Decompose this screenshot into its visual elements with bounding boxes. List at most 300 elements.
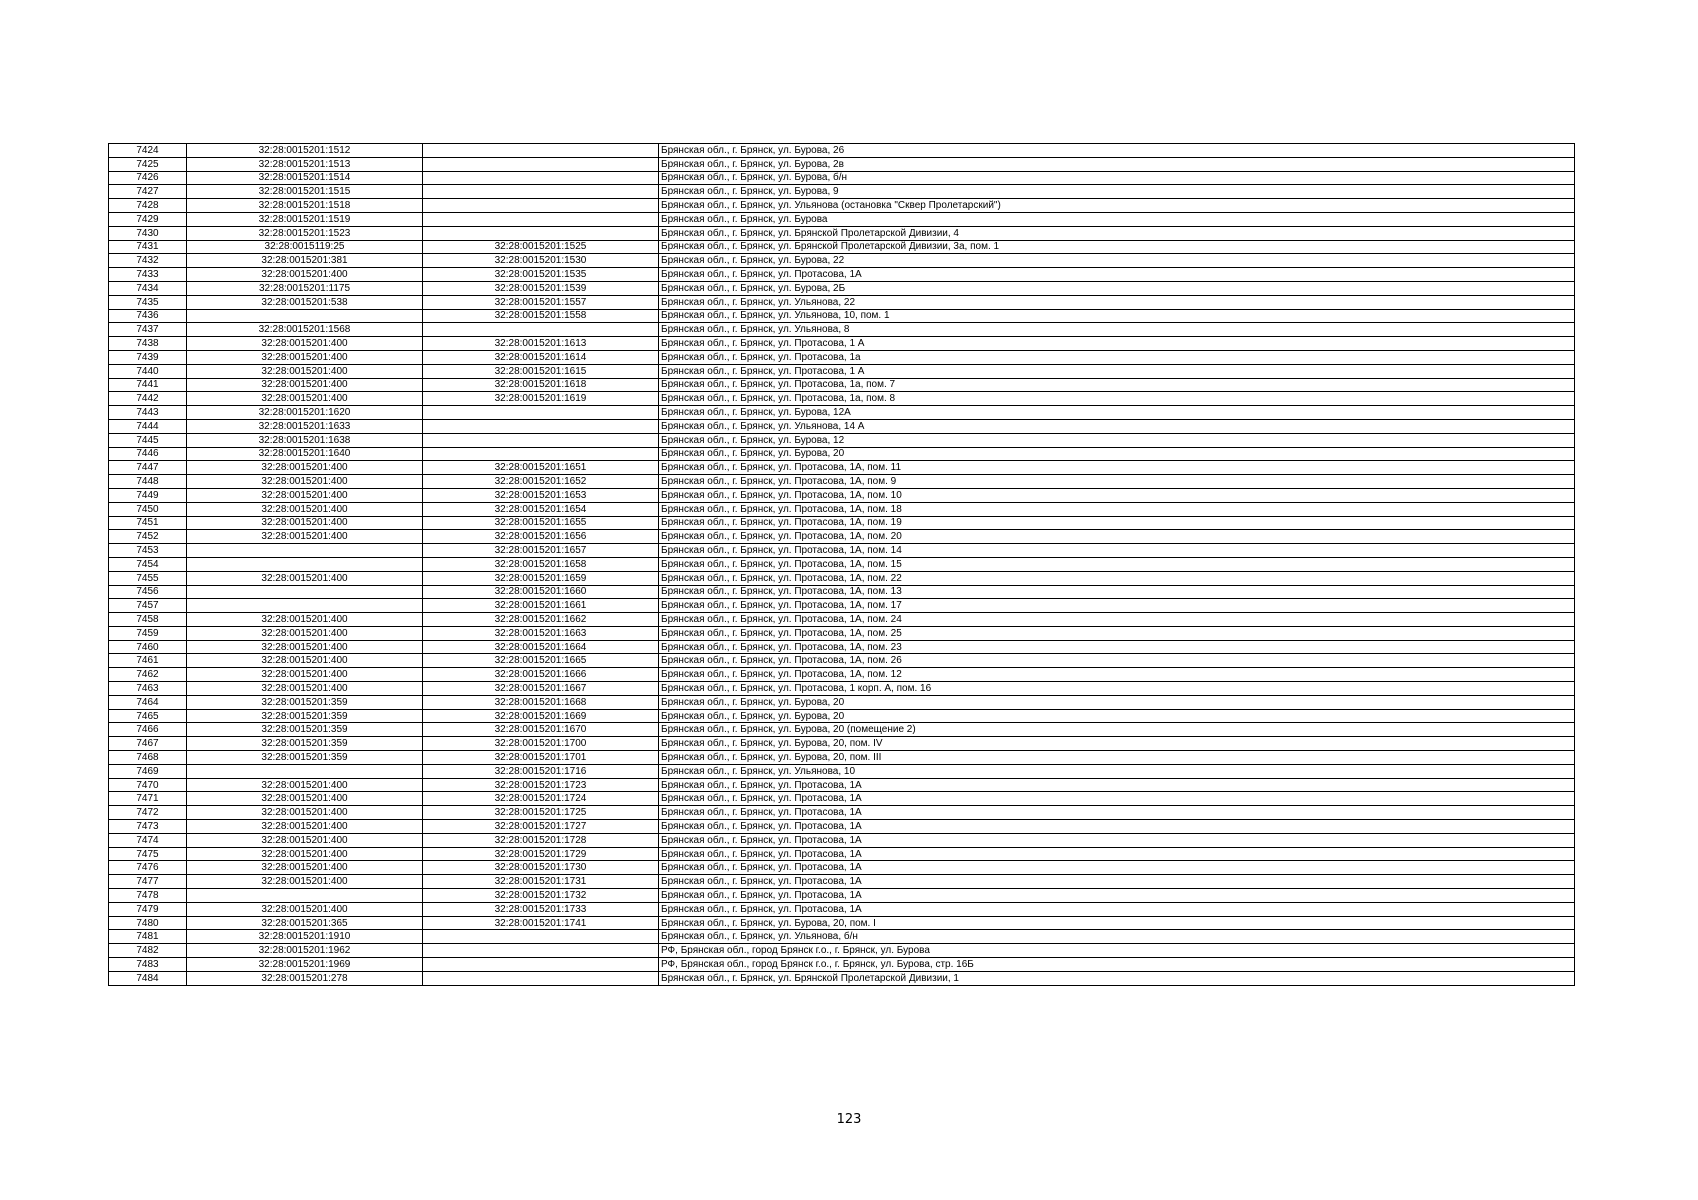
table-row xyxy=(109,889,1575,903)
row-number-cell: 7440 xyxy=(109,364,187,378)
object-cadastral-number-cell: 32:28:0015201:1728 xyxy=(423,833,659,847)
address-cell: Брянская обл., г. Брянск, ул. Протасова, 1А, пом. 12 xyxy=(659,668,1575,682)
land-cadastral-number-cell: 32:28:0015119:25 xyxy=(187,240,423,254)
address-cell: Брянская обл., г. Брянск, ул. Бурова, б/н xyxy=(659,171,1575,185)
land-cadastral-number-cell xyxy=(187,764,423,778)
land-cadastral-number-cell: 32:28:0015201:400 xyxy=(187,640,423,654)
address-cell: Брянская обл., г. Брянск, ул. Брянской Пролетарской Дивизии, 4 xyxy=(659,226,1575,240)
table-row xyxy=(109,971,1575,985)
land-cadastral-number-cell xyxy=(187,599,423,613)
table-row xyxy=(109,778,1575,792)
address-cell: Брянская обл., г. Брянск, ул. Протасова, 1А xyxy=(659,889,1575,903)
table-row xyxy=(109,240,1575,254)
address-cell: Брянская обл., г. Брянск, ул. Протасова, 1А, пом. 22 xyxy=(659,571,1575,585)
land-cadastral-number-cell: 32:28:0015201:1513 xyxy=(187,157,423,171)
object-cadastral-number-cell: 32:28:0015201:1716 xyxy=(423,764,659,778)
address-cell: Брянская обл., г. Брянск, ул. Протасова, 1А, пом. 18 xyxy=(659,502,1575,516)
table-row xyxy=(109,861,1575,875)
object-cadastral-number-cell xyxy=(423,185,659,199)
land-cadastral-number-cell: 32:28:0015201:278 xyxy=(187,971,423,985)
object-cadastral-number-cell xyxy=(423,406,659,420)
land-cadastral-number-cell: 32:28:0015201:1620 xyxy=(187,406,423,420)
row-number-cell: 7435 xyxy=(109,295,187,309)
row-number-cell: 7442 xyxy=(109,392,187,406)
table-row xyxy=(109,544,1575,558)
land-cadastral-number-cell: 32:28:0015201:400 xyxy=(187,461,423,475)
land-cadastral-number-cell: 32:28:0015201:400 xyxy=(187,682,423,696)
address-cell: Брянская обл., г. Брянск, ул. Протасова, 1А, пом. 24 xyxy=(659,613,1575,627)
land-cadastral-number-cell: 32:28:0015201:1519 xyxy=(187,212,423,226)
table-row xyxy=(109,847,1575,861)
object-cadastral-number-cell: 32:28:0015201:1530 xyxy=(423,254,659,268)
address-cell: Брянская обл., г. Брянск, ул. Бурова, 22 xyxy=(659,254,1575,268)
object-cadastral-number-cell: 32:28:0015201:1652 xyxy=(423,475,659,489)
object-cadastral-number-cell: 32:28:0015201:1619 xyxy=(423,392,659,406)
table-row xyxy=(109,833,1575,847)
address-cell: Брянская обл., г. Брянск, ул. Протасова, 1 корп. А, пом. 16 xyxy=(659,682,1575,696)
row-number-cell: 7424 xyxy=(109,144,187,158)
land-cadastral-number-cell: 32:28:0015201:1969 xyxy=(187,958,423,972)
object-cadastral-number-cell: 32:28:0015201:1666 xyxy=(423,668,659,682)
object-cadastral-number-cell: 32:28:0015201:1654 xyxy=(423,502,659,516)
address-cell: Брянская обл., г. Брянск, ул. Бурова, 20 xyxy=(659,709,1575,723)
table-row xyxy=(109,709,1575,723)
address-cell: Брянская обл., г. Брянск, ул. Бурова, 20 (помещение 2) xyxy=(659,723,1575,737)
address-cell: РФ, Брянская обл., город Брянск г.о., г. Брянск, ул. Бурова, стр. 16Б xyxy=(659,958,1575,972)
object-cadastral-number-cell: 32:28:0015201:1667 xyxy=(423,682,659,696)
table-row xyxy=(109,875,1575,889)
object-cadastral-number-cell: 32:28:0015201:1653 xyxy=(423,488,659,502)
object-cadastral-number-cell: 32:28:0015201:1535 xyxy=(423,268,659,282)
address-cell: Брянская обл., г. Брянск, ул. Протасова, 1А, пом. 17 xyxy=(659,599,1575,613)
land-cadastral-number-cell: 32:28:0015201:400 xyxy=(187,516,423,530)
address-cell: Брянская обл., г. Брянск, ул. Бурова, 20, пом. I xyxy=(659,916,1575,930)
row-number-cell: 7469 xyxy=(109,764,187,778)
address-cell: Брянская обл., г. Брянск, ул. Протасова, 1А, пом. 14 xyxy=(659,544,1575,558)
object-cadastral-number-cell: 32:28:0015201:1614 xyxy=(423,350,659,364)
row-number-cell: 7470 xyxy=(109,778,187,792)
object-cadastral-number-cell: 32:28:0015201:1733 xyxy=(423,902,659,916)
table-row xyxy=(109,944,1575,958)
land-cadastral-number-cell: 32:28:0015201:1514 xyxy=(187,171,423,185)
table-row xyxy=(109,751,1575,765)
row-number-cell: 7446 xyxy=(109,447,187,461)
object-cadastral-number-cell: 32:28:0015201:1658 xyxy=(423,557,659,571)
page-number: 123 xyxy=(836,1112,862,1127)
land-cadastral-number-cell: 32:28:0015201:400 xyxy=(187,488,423,502)
registry-table-body xyxy=(109,144,1575,986)
land-cadastral-number-cell: 32:28:0015201:1512 xyxy=(187,144,423,158)
object-cadastral-number-cell: 32:28:0015201:1558 xyxy=(423,309,659,323)
land-cadastral-number-cell: 32:28:0015201:400 xyxy=(187,475,423,489)
address-cell: Брянская обл., г. Брянск, ул. Брянской Пролетарской Дивизии, 1 xyxy=(659,971,1575,985)
address-cell: Брянская обл., г. Брянск, ул. Протасова, 1А, пом. 10 xyxy=(659,488,1575,502)
land-cadastral-number-cell: 32:28:0015201:400 xyxy=(187,350,423,364)
land-cadastral-number-cell: 32:28:0015201:400 xyxy=(187,792,423,806)
address-cell: Брянская обл., г. Брянск, ул. Бурова, 12А xyxy=(659,406,1575,420)
row-number-cell: 7441 xyxy=(109,378,187,392)
land-cadastral-number-cell: 32:28:0015201:400 xyxy=(187,875,423,889)
table-row xyxy=(109,806,1575,820)
row-number-cell: 7471 xyxy=(109,792,187,806)
table-row xyxy=(109,488,1575,502)
table-row xyxy=(109,226,1575,240)
table-row xyxy=(109,475,1575,489)
object-cadastral-number-cell: 32:28:0015201:1731 xyxy=(423,875,659,889)
table-row xyxy=(109,295,1575,309)
object-cadastral-number-cell: 32:28:0015201:1618 xyxy=(423,378,659,392)
row-number-cell: 7460 xyxy=(109,640,187,654)
address-cell: Брянская обл., г. Брянск, ул. Бурова, 20, пом. IV xyxy=(659,737,1575,751)
object-cadastral-number-cell: 32:28:0015201:1724 xyxy=(423,792,659,806)
row-number-cell: 7458 xyxy=(109,613,187,627)
table-row xyxy=(109,392,1575,406)
row-number-cell: 7480 xyxy=(109,916,187,930)
table-row xyxy=(109,212,1575,226)
object-cadastral-number-cell: 32:28:0015201:1664 xyxy=(423,640,659,654)
land-cadastral-number-cell: 32:28:0015201:400 xyxy=(187,530,423,544)
land-cadastral-number-cell: 32:28:0015201:400 xyxy=(187,571,423,585)
object-cadastral-number-cell: 32:28:0015201:1670 xyxy=(423,723,659,737)
land-cadastral-number-cell: 32:28:0015201:400 xyxy=(187,337,423,351)
object-cadastral-number-cell xyxy=(423,323,659,337)
row-number-cell: 7433 xyxy=(109,268,187,282)
row-number-cell: 7431 xyxy=(109,240,187,254)
object-cadastral-number-cell: 32:28:0015201:1732 xyxy=(423,889,659,903)
object-cadastral-number-cell: 32:28:0015201:1655 xyxy=(423,516,659,530)
land-cadastral-number-cell: 32:28:0015201:400 xyxy=(187,613,423,627)
row-number-cell: 7430 xyxy=(109,226,187,240)
object-cadastral-number-cell: 32:28:0015201:1661 xyxy=(423,599,659,613)
table-row xyxy=(109,350,1575,364)
row-number-cell: 7444 xyxy=(109,419,187,433)
table-row xyxy=(109,599,1575,613)
table-row xyxy=(109,406,1575,420)
row-number-cell: 7436 xyxy=(109,309,187,323)
land-cadastral-number-cell: 32:28:0015201:359 xyxy=(187,709,423,723)
object-cadastral-number-cell xyxy=(423,930,659,944)
address-cell: Брянская обл., г. Брянск, ул. Протасова, 1А xyxy=(659,820,1575,834)
address-cell: Брянская обл., г. Брянск, ул. Протасова, 1 А xyxy=(659,337,1575,351)
address-cell: Брянская обл., г. Брянск, ул. Протасова, 1А, пом. 19 xyxy=(659,516,1575,530)
land-cadastral-number-cell: 32:28:0015201:400 xyxy=(187,654,423,668)
row-number-cell: 7476 xyxy=(109,861,187,875)
address-cell: Брянская обл., г. Брянск, ул. Протасова, 1а xyxy=(659,350,1575,364)
table-row xyxy=(109,626,1575,640)
address-cell: Брянская обл., г. Брянск, ул. Протасова, 1а, пом. 7 xyxy=(659,378,1575,392)
address-cell: Брянская обл., г. Брянск, ул. Ульянова, 14 А xyxy=(659,419,1575,433)
table-row xyxy=(109,144,1575,158)
land-cadastral-number-cell: 32:28:0015201:1640 xyxy=(187,447,423,461)
table-row xyxy=(109,157,1575,171)
land-cadastral-number-cell: 32:28:0015201:400 xyxy=(187,364,423,378)
land-cadastral-number-cell: 32:28:0015201:400 xyxy=(187,820,423,834)
table-row xyxy=(109,171,1575,185)
land-cadastral-number-cell: 32:28:0015201:400 xyxy=(187,668,423,682)
table-row xyxy=(109,682,1575,696)
address-cell: Брянская обл., г. Брянск, ул. Протасова, 1А xyxy=(659,833,1575,847)
object-cadastral-number-cell xyxy=(423,433,659,447)
table-row xyxy=(109,640,1575,654)
table-row xyxy=(109,916,1575,930)
row-number-cell: 7483 xyxy=(109,958,187,972)
land-cadastral-number-cell: 32:28:0015201:1633 xyxy=(187,419,423,433)
object-cadastral-number-cell: 32:28:0015201:1525 xyxy=(423,240,659,254)
address-cell: Брянская обл., г. Брянск, ул. Протасова, 1А xyxy=(659,861,1575,875)
land-cadastral-number-cell: 32:28:0015201:400 xyxy=(187,268,423,282)
row-number-cell: 7479 xyxy=(109,902,187,916)
table-row xyxy=(109,364,1575,378)
object-cadastral-number-cell: 32:28:0015201:1665 xyxy=(423,654,659,668)
table-row xyxy=(109,309,1575,323)
address-cell: Брянская обл., г. Брянск, ул. Бурова, 2в xyxy=(659,157,1575,171)
object-cadastral-number-cell xyxy=(423,157,659,171)
row-number-cell: 7464 xyxy=(109,695,187,709)
address-cell: Брянская обл., г. Брянск, ул. Ульянова, 8 xyxy=(659,323,1575,337)
table-row xyxy=(109,323,1575,337)
table-row xyxy=(109,433,1575,447)
object-cadastral-number-cell xyxy=(423,971,659,985)
row-number-cell: 7461 xyxy=(109,654,187,668)
row-number-cell: 7457 xyxy=(109,599,187,613)
address-cell: Брянская обл., г. Брянск, ул. Протасова, 1А, пом. 9 xyxy=(659,475,1575,489)
table-row xyxy=(109,530,1575,544)
land-cadastral-number-cell xyxy=(187,544,423,558)
row-number-cell: 7462 xyxy=(109,668,187,682)
row-number-cell: 7465 xyxy=(109,709,187,723)
table-row xyxy=(109,820,1575,834)
row-number-cell: 7474 xyxy=(109,833,187,847)
table-row xyxy=(109,695,1575,709)
table-row xyxy=(109,902,1575,916)
address-cell: Брянская обл., г. Брянск, ул. Протасова, 1А, пом. 25 xyxy=(659,626,1575,640)
land-cadastral-number-cell: 32:28:0015201:1518 xyxy=(187,199,423,213)
object-cadastral-number-cell xyxy=(423,199,659,213)
land-cadastral-number-cell: 32:28:0015201:359 xyxy=(187,751,423,765)
land-cadastral-number-cell xyxy=(187,309,423,323)
address-cell: Брянская обл., г. Брянск, ул. Протасова, 1А xyxy=(659,268,1575,282)
address-cell: Брянская обл., г. Брянск, ул. Бурова, 20 xyxy=(659,695,1575,709)
land-cadastral-number-cell: 32:28:0015201:1568 xyxy=(187,323,423,337)
table-row xyxy=(109,378,1575,392)
registry-table xyxy=(108,143,1575,986)
land-cadastral-number-cell: 32:28:0015201:400 xyxy=(187,847,423,861)
object-cadastral-number-cell xyxy=(423,944,659,958)
table-row xyxy=(109,281,1575,295)
object-cadastral-number-cell: 32:28:0015201:1651 xyxy=(423,461,659,475)
land-cadastral-number-cell: 32:28:0015201:400 xyxy=(187,902,423,916)
object-cadastral-number-cell: 32:28:0015201:1727 xyxy=(423,820,659,834)
row-number-cell: 7481 xyxy=(109,930,187,944)
object-cadastral-number-cell: 32:28:0015201:1657 xyxy=(423,544,659,558)
table-row xyxy=(109,447,1575,461)
table-row xyxy=(109,571,1575,585)
row-number-cell: 7463 xyxy=(109,682,187,696)
address-cell: Брянская обл., г. Брянск, ул. Протасова, 1А xyxy=(659,875,1575,889)
land-cadastral-number-cell: 32:28:0015201:400 xyxy=(187,378,423,392)
object-cadastral-number-cell: 32:28:0015201:1700 xyxy=(423,737,659,751)
table-row xyxy=(109,557,1575,571)
row-number-cell: 7453 xyxy=(109,544,187,558)
land-cadastral-number-cell: 32:28:0015201:1523 xyxy=(187,226,423,240)
object-cadastral-number-cell xyxy=(423,144,659,158)
object-cadastral-number-cell: 32:28:0015201:1668 xyxy=(423,695,659,709)
address-cell: Брянская обл., г. Брянск, ул. Протасова, 1А xyxy=(659,792,1575,806)
row-number-cell: 7466 xyxy=(109,723,187,737)
address-cell: РФ, Брянская обл., город Брянск г.о., г. Брянск, ул. Бурова xyxy=(659,944,1575,958)
object-cadastral-number-cell: 32:28:0015201:1729 xyxy=(423,847,659,861)
land-cadastral-number-cell: 32:28:0015201:359 xyxy=(187,737,423,751)
row-number-cell: 7448 xyxy=(109,475,187,489)
address-cell: Брянская обл., г. Брянск, ул. Брянской Пролетарской Дивизии, 3а, пом. 1 xyxy=(659,240,1575,254)
row-number-cell: 7439 xyxy=(109,350,187,364)
address-cell: Брянская обл., г. Брянск, ул. Ульянова, 10 xyxy=(659,764,1575,778)
address-cell: Брянская обл., г. Брянск, ул. Протасова, 1 А xyxy=(659,364,1575,378)
table-row xyxy=(109,502,1575,516)
land-cadastral-number-cell: 32:28:0015201:400 xyxy=(187,861,423,875)
address-cell: Брянская обл., г. Брянск, ул. Протасова, 1А, пом. 20 xyxy=(659,530,1575,544)
table-row xyxy=(109,516,1575,530)
table-row xyxy=(109,268,1575,282)
table-row xyxy=(109,254,1575,268)
object-cadastral-number-cell: 32:28:0015201:1663 xyxy=(423,626,659,640)
address-cell: Брянская обл., г. Брянск, ул. Ульянова (остановка "Сквер Пролетарский") xyxy=(659,199,1575,213)
address-cell: Брянская обл., г. Брянск, ул. Протасова, 1А, пом. 11 xyxy=(659,461,1575,475)
row-number-cell: 7427 xyxy=(109,185,187,199)
address-cell: Брянская обл., г. Брянск, ул. Протасова, 1А xyxy=(659,806,1575,820)
address-cell: Брянская обл., г. Брянск, ул. Протасова, 1А xyxy=(659,902,1575,916)
land-cadastral-number-cell xyxy=(187,585,423,599)
address-cell: Брянская обл., г. Брянск, ул. Ульянова, 10, пом. 1 xyxy=(659,309,1575,323)
land-cadastral-number-cell: 32:28:0015201:1910 xyxy=(187,930,423,944)
table-row xyxy=(109,613,1575,627)
land-cadastral-number-cell: 32:28:0015201:1962 xyxy=(187,944,423,958)
address-cell: Брянская обл., г. Брянск, ул. Бурова, 20 xyxy=(659,447,1575,461)
land-cadastral-number-cell: 32:28:0015201:400 xyxy=(187,778,423,792)
table-row xyxy=(109,737,1575,751)
table-row xyxy=(109,585,1575,599)
row-number-cell: 7432 xyxy=(109,254,187,268)
object-cadastral-number-cell: 32:28:0015201:1701 xyxy=(423,751,659,765)
table-row xyxy=(109,419,1575,433)
row-number-cell: 7428 xyxy=(109,199,187,213)
table-row xyxy=(109,668,1575,682)
row-number-cell: 7482 xyxy=(109,944,187,958)
object-cadastral-number-cell xyxy=(423,171,659,185)
object-cadastral-number-cell: 32:28:0015201:1662 xyxy=(423,613,659,627)
address-cell: Брянская обл., г. Брянск, ул. Бурова, 20, пом. III xyxy=(659,751,1575,765)
table-row xyxy=(109,337,1575,351)
row-number-cell: 7459 xyxy=(109,626,187,640)
row-number-cell: 7437 xyxy=(109,323,187,337)
row-number-cell: 7434 xyxy=(109,281,187,295)
row-number-cell: 7450 xyxy=(109,502,187,516)
table-row xyxy=(109,199,1575,213)
table-row xyxy=(109,723,1575,737)
table-row xyxy=(109,764,1575,778)
land-cadastral-number-cell: 32:28:0015201:400 xyxy=(187,833,423,847)
object-cadastral-number-cell: 32:28:0015201:1656 xyxy=(423,530,659,544)
row-number-cell: 7484 xyxy=(109,971,187,985)
row-number-cell: 7472 xyxy=(109,806,187,820)
object-cadastral-number-cell: 32:28:0015201:1613 xyxy=(423,337,659,351)
address-cell: Брянская обл., г. Брянск, ул. Бурова xyxy=(659,212,1575,226)
table-row xyxy=(109,185,1575,199)
land-cadastral-number-cell: 32:28:0015201:1175 xyxy=(187,281,423,295)
land-cadastral-number-cell xyxy=(187,557,423,571)
table-row xyxy=(109,958,1575,972)
land-cadastral-number-cell: 32:28:0015201:1515 xyxy=(187,185,423,199)
row-number-cell: 7451 xyxy=(109,516,187,530)
address-cell: Брянская обл., г. Брянск, ул. Бурова, 9 xyxy=(659,185,1575,199)
row-number-cell: 7475 xyxy=(109,847,187,861)
address-cell: Брянская обл., г. Брянск, ул. Протасова, 1А, пом. 23 xyxy=(659,640,1575,654)
object-cadastral-number-cell: 32:28:0015201:1659 xyxy=(423,571,659,585)
address-cell: Брянская обл., г. Брянск, ул. Бурова, 12 xyxy=(659,433,1575,447)
object-cadastral-number-cell: 32:28:0015201:1660 xyxy=(423,585,659,599)
table-row xyxy=(109,461,1575,475)
address-cell: Брянская обл., г. Брянск, ул. Протасова, 1А xyxy=(659,847,1575,861)
address-cell: Брянская обл., г. Брянск, ул. Бурова, 2Б xyxy=(659,281,1575,295)
land-cadastral-number-cell: 32:28:0015201:400 xyxy=(187,392,423,406)
land-cadastral-number-cell: 32:28:0015201:365 xyxy=(187,916,423,930)
land-cadastral-number-cell: 32:28:0015201:381 xyxy=(187,254,423,268)
object-cadastral-number-cell xyxy=(423,212,659,226)
row-number-cell: 7429 xyxy=(109,212,187,226)
row-number-cell: 7467 xyxy=(109,737,187,751)
row-number-cell: 7455 xyxy=(109,571,187,585)
address-cell: Брянская обл., г. Брянск, ул. Протасова, 1А xyxy=(659,778,1575,792)
land-cadastral-number-cell: 32:28:0015201:400 xyxy=(187,626,423,640)
object-cadastral-number-cell: 32:28:0015201:1741 xyxy=(423,916,659,930)
row-number-cell: 7473 xyxy=(109,820,187,834)
address-cell: Брянская обл., г. Брянск, ул. Протасова, 1А, пом. 13 xyxy=(659,585,1575,599)
row-number-cell: 7478 xyxy=(109,889,187,903)
address-cell: Брянская обл., г. Брянск, ул. Ульянова, б/н xyxy=(659,930,1575,944)
object-cadastral-number-cell: 32:28:0015201:1669 xyxy=(423,709,659,723)
land-cadastral-number-cell xyxy=(187,889,423,903)
row-number-cell: 7445 xyxy=(109,433,187,447)
address-cell: Брянская обл., г. Брянск, ул. Бурова, 26 xyxy=(659,144,1575,158)
object-cadastral-number-cell: 32:28:0015201:1725 xyxy=(423,806,659,820)
row-number-cell: 7477 xyxy=(109,875,187,889)
table-row xyxy=(109,930,1575,944)
object-cadastral-number-cell xyxy=(423,958,659,972)
row-number-cell: 7425 xyxy=(109,157,187,171)
land-cadastral-number-cell: 32:28:0015201:359 xyxy=(187,695,423,709)
row-number-cell: 7454 xyxy=(109,557,187,571)
object-cadastral-number-cell: 32:28:0015201:1539 xyxy=(423,281,659,295)
object-cadastral-number-cell: 32:28:0015201:1723 xyxy=(423,778,659,792)
object-cadastral-number-cell xyxy=(423,419,659,433)
table-row xyxy=(109,654,1575,668)
row-number-cell: 7443 xyxy=(109,406,187,420)
address-cell: Брянская обл., г. Брянск, ул. Протасова, 1А, пом. 26 xyxy=(659,654,1575,668)
row-number-cell: 7456 xyxy=(109,585,187,599)
row-number-cell: 7449 xyxy=(109,488,187,502)
address-cell: Брянская обл., г. Брянск, ул. Протасова, 1а, пом. 8 xyxy=(659,392,1575,406)
row-number-cell: 7426 xyxy=(109,171,187,185)
address-cell: Брянская обл., г. Брянск, ул. Протасова, 1А, пом. 15 xyxy=(659,557,1575,571)
object-cadastral-number-cell: 32:28:0015201:1557 xyxy=(423,295,659,309)
object-cadastral-number-cell: 32:28:0015201:1615 xyxy=(423,364,659,378)
land-cadastral-number-cell: 32:28:0015201:538 xyxy=(187,295,423,309)
row-number-cell: 7438 xyxy=(109,337,187,351)
table-row xyxy=(109,792,1575,806)
row-number-cell: 7452 xyxy=(109,530,187,544)
land-cadastral-number-cell: 32:28:0015201:359 xyxy=(187,723,423,737)
object-cadastral-number-cell xyxy=(423,447,659,461)
